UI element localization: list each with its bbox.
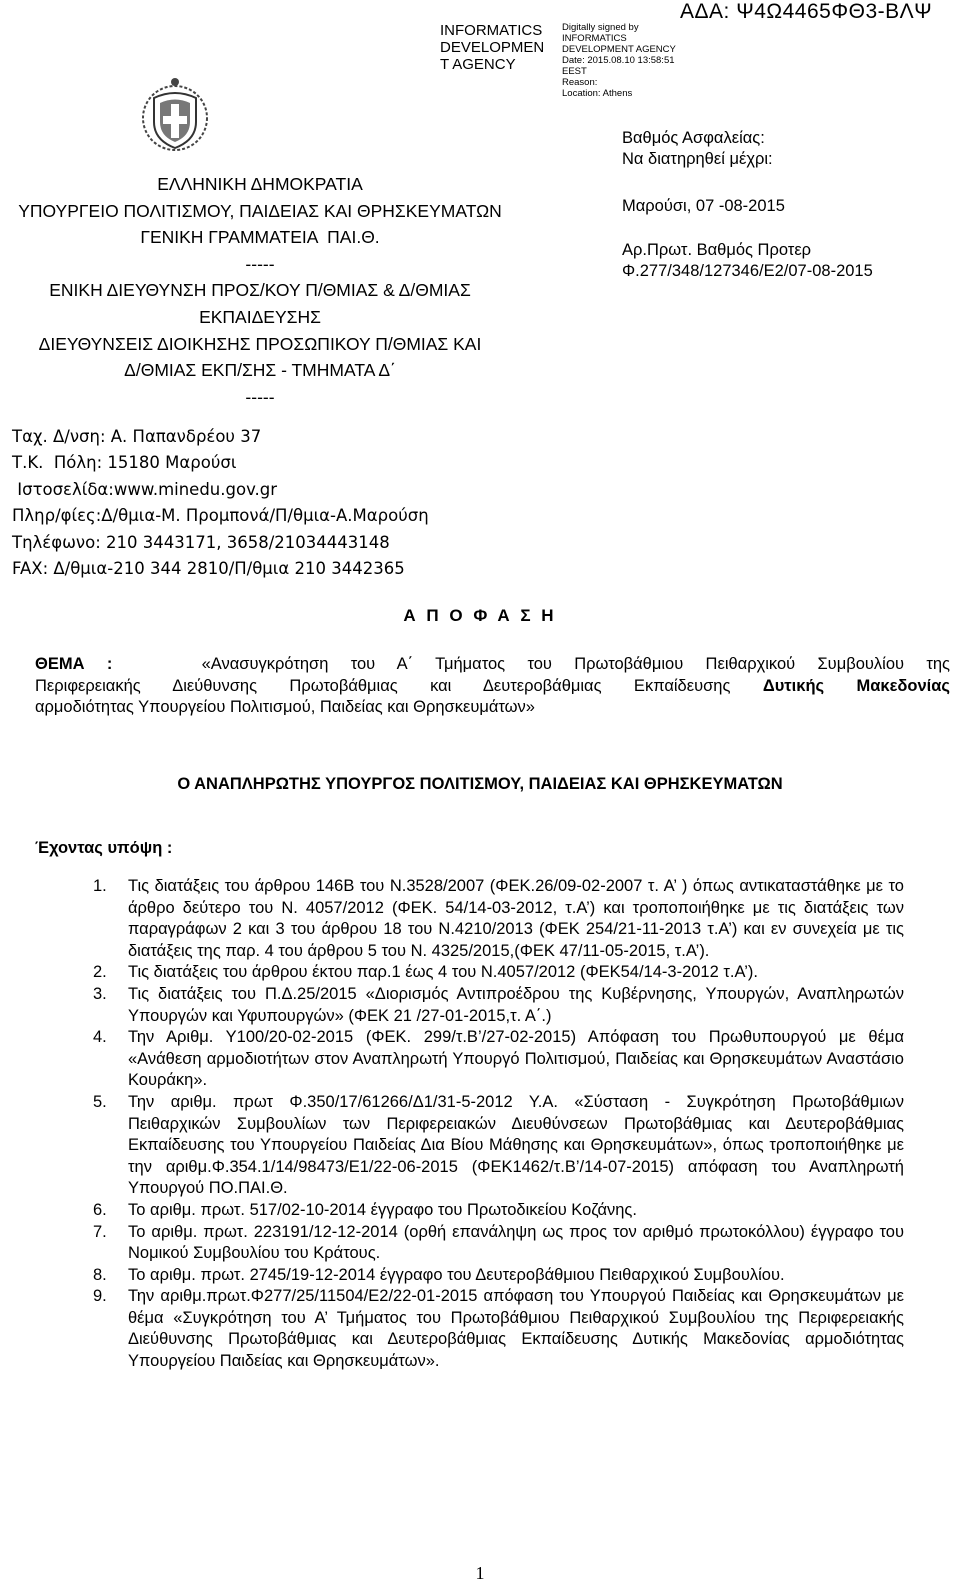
protocol-number: Αρ.Πρωτ. Βαθμός Προτερ	[622, 241, 812, 259]
list-item	[93, 876, 904, 962]
contact-line: Τηλέφωνο: 210 3443171, 3658/21034443148	[12, 532, 390, 552]
subject-line: αρμοδιότητας Υπουργείου Πολιτισμού, Παιδείας και Θρησκευμάτων»	[35, 698, 535, 717]
decision-title: Α Π Ο Φ Α Σ Η	[403, 606, 557, 625]
ministry-header-line: ΕΚΠΑΙΔΕΥΣΗΣ	[199, 306, 321, 327]
list-item	[93, 962, 904, 984]
signature-meta-line: Reason:	[562, 77, 598, 88]
list-item-number: 5.	[93, 1092, 107, 1111]
security-level: Βαθμός Ασφαλείας:	[622, 129, 765, 147]
list-item-text: Το αριθμ. πρωτ. 223191/12-12-2014 (ορθή επανάληψη ως προς τον αριθμό πρωτοκόλλου) έγγραφο του Νομικού Συμβουλίου του Κράτους.	[128, 1222, 904, 1263]
list-item-number: 3.	[93, 984, 107, 1003]
signature-org-line: T AGENCY	[440, 56, 516, 73]
signature-org-line: DEVELOPMEN	[440, 39, 545, 56]
list-item-text: Το αριθμ. πρωτ. 517/02-10-2014 έγγραφο του Πρωτοδικείου Κοζάνης.	[128, 1200, 637, 1219]
page-number: 1	[475, 1563, 485, 1583]
protocol-code: Φ.277/348/127346/Ε2/07-08-2015	[622, 262, 873, 280]
list-item-number: 6.	[93, 1200, 107, 1219]
list-item-text: Τις διατάξεις του άρθρου έκτου παρ.1 έως 4 του Ν.4057/2012 (ΦΕΚ54/14-3-2012 τ.Α’).	[128, 963, 758, 982]
contact-details	[12, 424, 532, 582]
contact-line: Ταχ. Δ/νση: Α. Παπανδρέου 37	[12, 427, 262, 446]
list-item	[93, 1222, 904, 1265]
contact-line: Πληρ/φίες:Δ/θμια-Μ. Προμπονά/Π/θμια-Α.Μαρούση	[12, 506, 429, 526]
list-item-number: 8.	[93, 1265, 107, 1284]
subject-line: Περιφερειακής Διεύθυνσης Πρωτοβάθμιας και Δευτεροβάθμιας Εκπαίδευσης	[35, 676, 763, 695]
retention-period: Να διατηρηθεί μέχρι:	[622, 150, 773, 168]
reference-block	[622, 128, 952, 282]
subject-label: ΘΕΜΑ :	[35, 655, 113, 673]
contact-line: Ιστοσελίδα:www.minedu.gov.gr	[12, 479, 278, 499]
contact-line: FAX: Δ/θμια-210 344 2810/Π/θμια 210 3442365	[12, 559, 405, 579]
list-item-text: Το αριθμ. πρωτ. 2745/19-12-2014 έγγραφο του Δευτεροβάθμιου Πειθαρχικού Συμβουλίου.	[128, 1265, 785, 1284]
list-item-number: 4.	[93, 1028, 107, 1047]
signature-meta-line: EEST	[562, 66, 587, 77]
signature-org-line: INFORMATICS	[440, 22, 543, 39]
ministry-header-line: ΓΕΝΙΚΗ ΓΡΑΜΜΑΤΕΙΑ ΠΑΙ.Θ.	[140, 227, 380, 248]
list-item-number: 9.	[93, 1287, 107, 1306]
list-item-number: 7.	[93, 1222, 107, 1241]
minister-heading: Ο ΑΝΑΠΛΗΡΩΤΗΣ ΥΠΟΥΡΓΟΣ ΠΟΛΙΤΙΣΜΟΥ, ΠΑΙΔΕΙΑΣ ΚΑΙ ΘΡΗΣΚΕΥΜΑΤΩΝ	[177, 775, 783, 793]
signature-meta-line: Digitally signed by	[562, 22, 639, 33]
ministry-header-line: ΥΠΟΥΡΓΕΙΟ ΠΟΛΙΤΙΣΜΟΥ, ΠΑΙΔΕΙΑΣ ΚΑΙ ΘΡΗΣΚΕΥΜΑΤΩΝ	[18, 200, 502, 221]
ministry-header-line: ΕΝΙΚΗ ΔΙΕΥΘΥΝΣΗ ΠΡΟΣ/ΚΟΥ Π/ΘΜΙΑΣ & Δ/ΘΜΙΑΣ	[49, 280, 471, 301]
place-date: Μαρούσι, 07 -08-2015	[622, 197, 785, 215]
list-item-number: 2.	[93, 963, 107, 982]
ministry-header	[0, 171, 520, 410]
list-item-text: Την αριθμ.πρωτ.Φ277/25/11504/Ε2/22-01-2015 απόφαση του Υπουργού Παιδείας και Θρησκευμάτων με θέμα «Συγκρότηση του Α’ Τμήματος του Πρωτοβάθμιου Πειθαρχικού Συμβουλίου της Περιφερειακής Διεύθυνσης Πρωτοβάθμιας και Δευτεροβάθμιας Εκπαίδευσης Δυτικής Μακεδονίας αρμοδιότητας Υπουργείου Παιδείας και Θρησκευμάτων».	[128, 1287, 904, 1371]
signature-meta-line: DEVELOPMENT AGENCY	[562, 44, 676, 55]
considerations-list	[93, 876, 904, 1373]
subject-block	[35, 654, 950, 719]
list-item-text: Τις διατάξεις του άρθρου 146Β του Ν.3528/2007 (ΦΕΚ.26/09-02-2007 τ. Α’ ) όπως αντικαταστάθηκε με το άρθρο δεύτερο του Ν. 4057/2012 (ΦΕΚ. 54/14-03-2012, τ.Α’) και τροποποιήθηκε με τις διατάξεις των παραγράφων 2 και 3 του άρθρου 18 του Ν.4210/2013 (ΦΕΚ 254/21-11-2013 τ.Α’) και εν συνεχεία με τις διατάξεις της παρ. 4 του άρθρου 5 του Ν. 4325/2015,(ΦΕΚ 47/11-05-2015, τ.Α’).	[128, 877, 904, 960]
subject-region: Δυτικής Μακεδονίας	[762, 676, 950, 695]
subject-line: «Ανασυγκρότηση του Α΄ Τμήματος του Πρωτοβάθμιου Πειθαρχικού Συμβουλίου της	[201, 655, 950, 673]
signature-metadata	[562, 22, 682, 99]
ministry-header-line: Δ/ΘΜΙΑΣ ΕΚΠ/ΣΗΣ - ΤΜΗΜΑΤΑ Δ΄	[124, 360, 396, 381]
list-item-text: Την Αριθμ. Υ100/20-02-2015 (ΦΕΚ. 299/τ.Β’/27-02-2015) Απόφαση του Πρωθυπουργού με θέμα «Ανάθεση αρμοδιοτήτων στον Αναπληρωτή Υπουργό Πολιτισμού, Παιδείας και Θρησκευμάτων Αναστάσιο Κουράκη».	[128, 1028, 904, 1090]
list-item	[93, 984, 904, 1027]
list-item	[93, 1265, 904, 1287]
list-item	[93, 1286, 904, 1372]
ada-code: ΑΔΑ: Ψ4Ω4465ΦΘ3-ΒΛΨ	[680, 0, 933, 23]
signature-meta-line: INFORMATICS	[562, 33, 627, 44]
ministry-header-line: -----	[245, 386, 275, 407]
signature-meta-line: Date: 2015.08.10 13:58:51	[562, 55, 675, 66]
considering-heading: Έχοντας υπόψη :	[35, 839, 173, 857]
list-item	[93, 1200, 904, 1222]
list-item-text: Την αριθμ. πρωτ Φ.350/17/61266/Δ1/31-5-2012 Υ.Α. «Σύσταση - Συγκρότηση Πρωτοβάθμιων Πειθαρχικών Συμβουλίων των Περιφερειακών Διευθύνσεων Πρωτοβάθμιας και Δευτεροβάθμιας Εκπαίδευσης του Υπουργείου Παιδείας Δια Βίου Μάθησης και Θρησκευμάτων», όπως τροποποιήθηκε με την αριθμ.Φ.354.1/14/98473/Ε1/22-06-2015 (ΦΕΚ1462/τ.Β’/14-07-2015) απόφαση του Αναπληρωτή Υπουργού ΠΟ.ΠΑΙ.Θ.	[128, 1092, 904, 1198]
ministry-header-line: -----	[245, 253, 275, 274]
signature-meta-line: Location: Athens	[562, 88, 633, 99]
list-item	[93, 1092, 904, 1200]
list-item	[93, 1027, 904, 1092]
list-item-number: 1.	[93, 877, 107, 895]
ministry-header-line: ΔΙΕΥΘΥΝΣΕΙΣ ΔΙΟΙΚΗΣΗΣ ΠΡΟΣΩΠΙΚΟΥ Π/ΘΜΙΑΣ ΚΑΙ	[38, 333, 482, 354]
contact-line: Τ.Κ. Πόλη: 15180 Μαρούσι	[12, 453, 237, 473]
ministry-header-line: ΕΛΛΗΝΙΚΗ ΔΗΜΟΚΡΑΤΙΑ	[157, 174, 363, 194]
greek-emblem-icon	[140, 76, 210, 152]
signature-organization	[440, 22, 555, 73]
list-item-text: Τις διατάξεις του Π.Δ.25/2015 «Διορισμός Αντιπροέδρου της Κυβέρνησης, Υπουργών, Αναπληρωτών Υπουργών και Υφυπουργών» (ΦΕΚ 21 /27-01-2015,τ. Α΄.)	[128, 984, 904, 1025]
